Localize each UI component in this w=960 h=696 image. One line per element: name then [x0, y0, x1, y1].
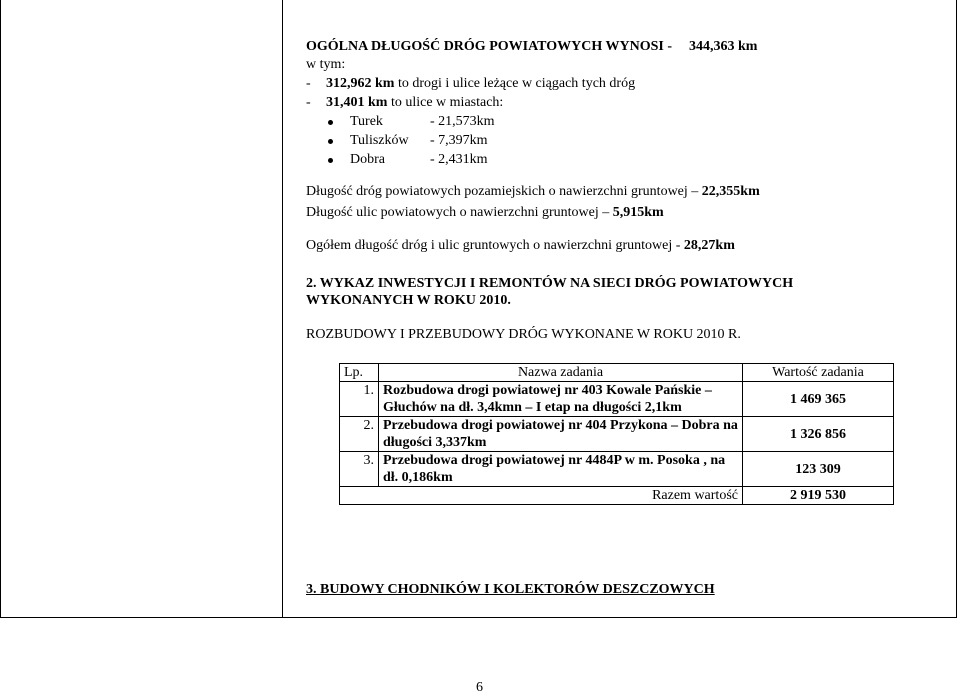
city-value: - 7,397km — [430, 133, 488, 148]
col-header-lp: Lp. — [340, 364, 379, 382]
section2-subheading: ROZBUDOWY I PRZEBUDOWY DRÓG WYKONANE W ROKU 2010 R. — [306, 327, 741, 342]
city-item — [306, 132, 606, 149]
column-divider — [282, 0, 283, 617]
table-sum-row — [340, 487, 894, 505]
gravel-total-line — [306, 237, 735, 254]
city-name: Dobra — [350, 152, 385, 167]
item2-value: 31,401 km — [326, 95, 388, 110]
city-name: Turek — [350, 114, 383, 129]
col-header-name: Nazwa zadania — [379, 364, 743, 382]
city-item — [306, 151, 606, 168]
row-value: 123 309 — [743, 452, 894, 487]
gravel2-text: Długość ulic powiatowych o nawierzchni gruntowej – — [306, 205, 610, 220]
sum-label: Razem wartość — [340, 487, 743, 505]
headline — [306, 38, 757, 55]
city-item — [306, 113, 606, 130]
row-name: Przebudowa drogi powiatowej nr 4484P w m. Posoka , na dł. 0,186km — [379, 452, 743, 487]
gravel1-value: 22,355km — [701, 184, 760, 199]
gravel1-text: Długość dróg powiatowych pozamiejskich o nawierzchni gruntowej – — [306, 184, 699, 199]
summary-item-1 — [306, 75, 635, 92]
table-row — [340, 417, 894, 452]
table-row — [340, 382, 894, 417]
row-lp: 2. — [340, 417, 379, 452]
in-that-label: w tym: — [306, 57, 346, 72]
row-value: 1 469 365 — [743, 382, 894, 417]
gravel-streets-line — [306, 204, 664, 221]
item1-text: to drogi i ulice leżące w ciągach tych dróg — [397, 76, 636, 91]
city-value: - 2,431km — [430, 152, 488, 167]
table-row — [340, 452, 894, 487]
city-name: Tuliszków — [350, 133, 409, 148]
dash: - — [306, 95, 311, 110]
section3-heading: 3. BUDOWY CHODNIKÓW I KOLEKTORÓW DESZCZOWYCH — [306, 582, 715, 597]
summary-item-2 — [306, 94, 503, 111]
row-lp: 1. — [340, 382, 379, 417]
total-value: 28,27km — [683, 238, 735, 253]
city-value: - 21,573km — [430, 114, 495, 129]
page-number: 6 — [476, 680, 483, 695]
row-name: Przebudowa drogi powiatowej nr 404 Przykona – Dobra na długości 3,337km — [379, 417, 743, 452]
dash: - — [306, 76, 311, 91]
row-name: Rozbudowa drogi powiatowej nr 403 Kowale Pańskie – Głuchów na dł. 3,4kmn – I etap na długości 2,1km — [379, 382, 743, 417]
gravel-roads-line — [306, 183, 760, 200]
total-text: Ogółem długość dróg i ulic gruntowych o nawierzchni gruntowej - — [306, 238, 681, 253]
table-header-row — [340, 364, 894, 382]
section2-heading-cont: WYKONANYCH W ROKU 2010. — [306, 293, 511, 308]
item1-value: 312,962 km — [326, 76, 395, 91]
row-lp: 3. — [340, 452, 379, 487]
headline-value: 344,363 km — [689, 39, 758, 54]
investments-table — [339, 363, 894, 505]
gravel2-value: 5,915km — [612, 205, 664, 220]
item2-text: to ulice w miastach: — [390, 95, 504, 110]
sum-value: 2 919 530 — [743, 487, 894, 505]
row-value: 1 326 856 — [743, 417, 894, 452]
headline-text: OGÓLNA DŁUGOŚĆ DRÓG POWIATOWYCH WYNOSI - — [306, 39, 672, 54]
col-header-value: Wartość zadania — [743, 364, 894, 382]
section2-heading: 2. WYKAZ INWESTYCJI I REMONTÓW NA SIECI DRÓG POWIATOWYCH — [306, 276, 794, 291]
